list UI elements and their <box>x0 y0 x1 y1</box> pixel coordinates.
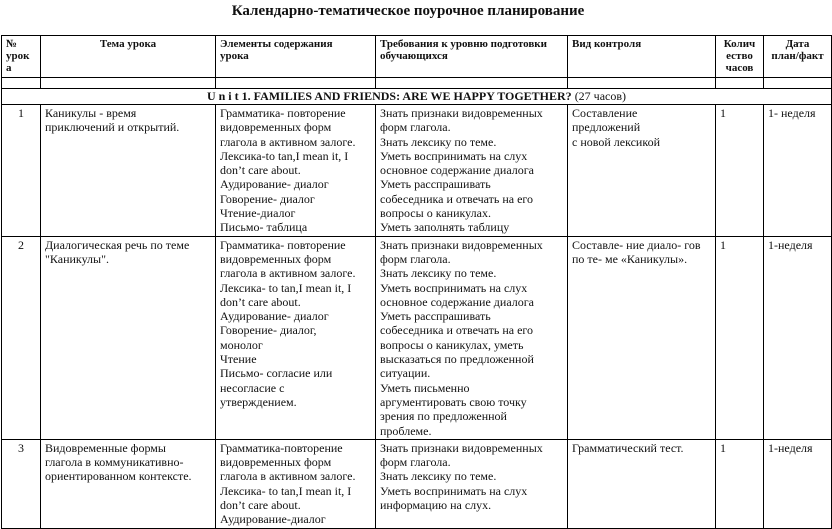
header-control: Вид контроля <box>568 36 716 78</box>
cell-line: проблеме. <box>380 423 432 438</box>
lesson-topic <box>41 439 216 528</box>
cell-line: Чтение-диалог <box>220 206 296 221</box>
cell-line: информацию на слух. <box>380 498 492 513</box>
cell-line: глагола в коммуникативно- <box>45 455 184 470</box>
cell-line: Лексика-to tan,I mean it, I <box>220 148 349 163</box>
lesson-date: 1-неделя <box>764 236 832 439</box>
cell-line: Аудирование-диалог <box>220 512 326 527</box>
cell-line: don’t care about. <box>220 498 301 513</box>
cell-line: утверждением. <box>220 394 297 409</box>
header-date <box>764 36 832 78</box>
table-row <box>2 236 832 439</box>
unit-hours-note: (27 часов) <box>574 89 627 103</box>
planning-table <box>1 35 832 529</box>
cell-line: Письмо- таблица <box>220 220 308 235</box>
cell-line: форм глагола. <box>380 251 451 266</box>
header-text: план/факт <box>771 50 824 62</box>
header-text: урок <box>6 50 30 62</box>
header-text: урока <box>220 50 249 62</box>
cell-line: Грамматический тест. <box>572 440 684 455</box>
header-hours <box>716 36 764 78</box>
cell-line: аргументировать свою точку <box>380 394 527 409</box>
header-text: часов <box>725 62 754 74</box>
header-text: обучающихся <box>380 50 448 62</box>
cell-line: Знать признаки видовременных <box>380 237 543 252</box>
lesson-elements <box>216 105 376 237</box>
cell-line: форм глагола. <box>380 120 451 135</box>
cell-line: don’t care about. <box>220 294 301 309</box>
lesson-hours: 1 <box>716 105 764 237</box>
header-text: ество <box>726 50 753 62</box>
lesson-number: 3 <box>2 439 41 528</box>
cell-line: Видовременные формы <box>45 440 166 455</box>
header-text: № <box>6 38 18 50</box>
header-requirements <box>376 36 568 78</box>
cell-line: высказаться по предложенной <box>380 352 534 367</box>
cell-line: Грамматика-повторение <box>220 440 343 455</box>
lesson-control <box>568 236 716 439</box>
header-topic: Тема урока <box>41 36 216 78</box>
cell-line: предложений <box>572 120 641 135</box>
cell-line: Грамматика- повторение <box>220 237 346 252</box>
lesson-control <box>568 105 716 237</box>
cell-line: видовременных форм <box>220 455 332 470</box>
header-row <box>2 36 832 78</box>
header-text: Колич <box>723 38 756 50</box>
lesson-requirements <box>376 236 568 439</box>
cell-line: Уметь воспринимать на слух <box>380 280 528 295</box>
cell-line: Говорение- диалог, <box>220 323 317 338</box>
cell-line: ориентированном контексте. <box>45 469 192 484</box>
cell-line: собеседника и отвечать на его <box>380 191 534 206</box>
cell-line: don’t care about. <box>220 163 301 178</box>
lesson-elements <box>216 236 376 439</box>
cell-line: Уметь воспринимать на слух <box>380 483 528 498</box>
cell-line: основное содержание диалога <box>380 163 535 178</box>
cell-line: Диалогическая речь по теме <box>45 237 190 252</box>
table-row <box>2 439 832 528</box>
cell-line: вопросы о каникулах. <box>380 206 491 221</box>
lesson-number: 1 <box>2 105 41 237</box>
lesson-control <box>568 439 716 528</box>
cell-line: основное содержание диалога <box>380 294 535 309</box>
cell-line: форм глагола. <box>380 455 451 470</box>
cell-line: Уметь расспрашивать <box>380 177 491 192</box>
header-text: а <box>6 62 12 74</box>
lesson-hours: 1 <box>716 236 764 439</box>
header-text: Требования к уровню подготовки <box>380 38 547 50</box>
lesson-date: 1- неделя <box>764 105 832 237</box>
cell-line: Аудирование- диалог <box>220 177 329 192</box>
cell-line: "Каникулы". <box>45 251 109 266</box>
cell-line: Уметь письменно <box>380 380 470 395</box>
cell-line: по те- ме «Каникулы». <box>572 251 688 266</box>
cell-line: Грамматика- повторение <box>220 106 346 120</box>
cell-line: Уметь заполнять таблицу <box>380 220 510 235</box>
lesson-requirements <box>376 439 568 528</box>
header-text: Элементы содержания <box>220 38 333 50</box>
cell-line: Уметь воспринимать на слух <box>380 148 528 163</box>
cell-line: собеседника и отвечать на его <box>380 323 534 338</box>
cell-line: с новой лексикой <box>572 134 660 149</box>
cell-line: Знать лексику по теме. <box>380 134 497 149</box>
lesson-requirements <box>376 105 568 237</box>
cell-line: Каникулы - время <box>45 106 137 120</box>
cell-line: зрения по предложенной <box>380 409 507 424</box>
cell-line: видовременных форм <box>220 120 332 135</box>
lesson-topic <box>41 236 216 439</box>
cell-line: Чтение <box>220 352 257 367</box>
cell-line: Уметь расспрашивать <box>380 309 491 324</box>
unit-row <box>2 89 832 105</box>
header-elements <box>216 36 376 78</box>
cell-line: несогласие с <box>220 380 285 395</box>
table-row <box>2 105 832 237</box>
lesson-date: 1-неделя <box>764 439 832 528</box>
cell-line: Знать признаки видовременных <box>380 440 543 455</box>
lesson-hours: 1 <box>716 439 764 528</box>
cell-line: глагола в активном залоге. <box>220 134 356 149</box>
cell-line: монолог <box>220 337 263 352</box>
cell-line: Аудирование- диалог <box>220 309 329 324</box>
cell-line: ситуации. <box>380 366 431 381</box>
cell-line: Знать лексику по теме. <box>380 266 497 281</box>
unit-label: U n i t 1. FAMILIES AND FRIENDS: ARE WE HAPPY TOGETHER? <box>206 89 572 103</box>
cell-line: вопросы о каникулах, уметь <box>380 337 524 352</box>
header-lesson-number <box>2 36 41 78</box>
cell-line: приключений и открытий. <box>45 120 180 135</box>
cell-line: видовременных форм <box>220 251 332 266</box>
cell-line: глагола в активном залоге. <box>220 266 356 281</box>
cell-line: Письмо- согласие или <box>220 366 333 381</box>
cell-line: Знать признаки видовременных <box>380 106 543 120</box>
cell-line: Говорение- диалог <box>220 191 315 206</box>
lesson-topic <box>41 105 216 237</box>
cell-line: Составле- ние диало- гов <box>572 237 701 252</box>
cell-line: глагола в активном залоге. <box>220 469 356 484</box>
lesson-number: 2 <box>2 236 41 439</box>
cell-line: Знать лексику по теме. <box>380 469 497 484</box>
cell-line: Лексика- to tan,I mean it, I <box>220 280 352 295</box>
page-title: Календарно-тематическое поурочное планирование <box>231 3 585 19</box>
unit-heading <box>2 89 832 105</box>
spacer-row <box>2 78 832 89</box>
cell-line: Лексика- to tan,I mean it, I <box>220 483 352 498</box>
lesson-elements <box>216 439 376 528</box>
header-text: Дата <box>785 38 810 50</box>
cell-line: Составление <box>572 106 638 120</box>
